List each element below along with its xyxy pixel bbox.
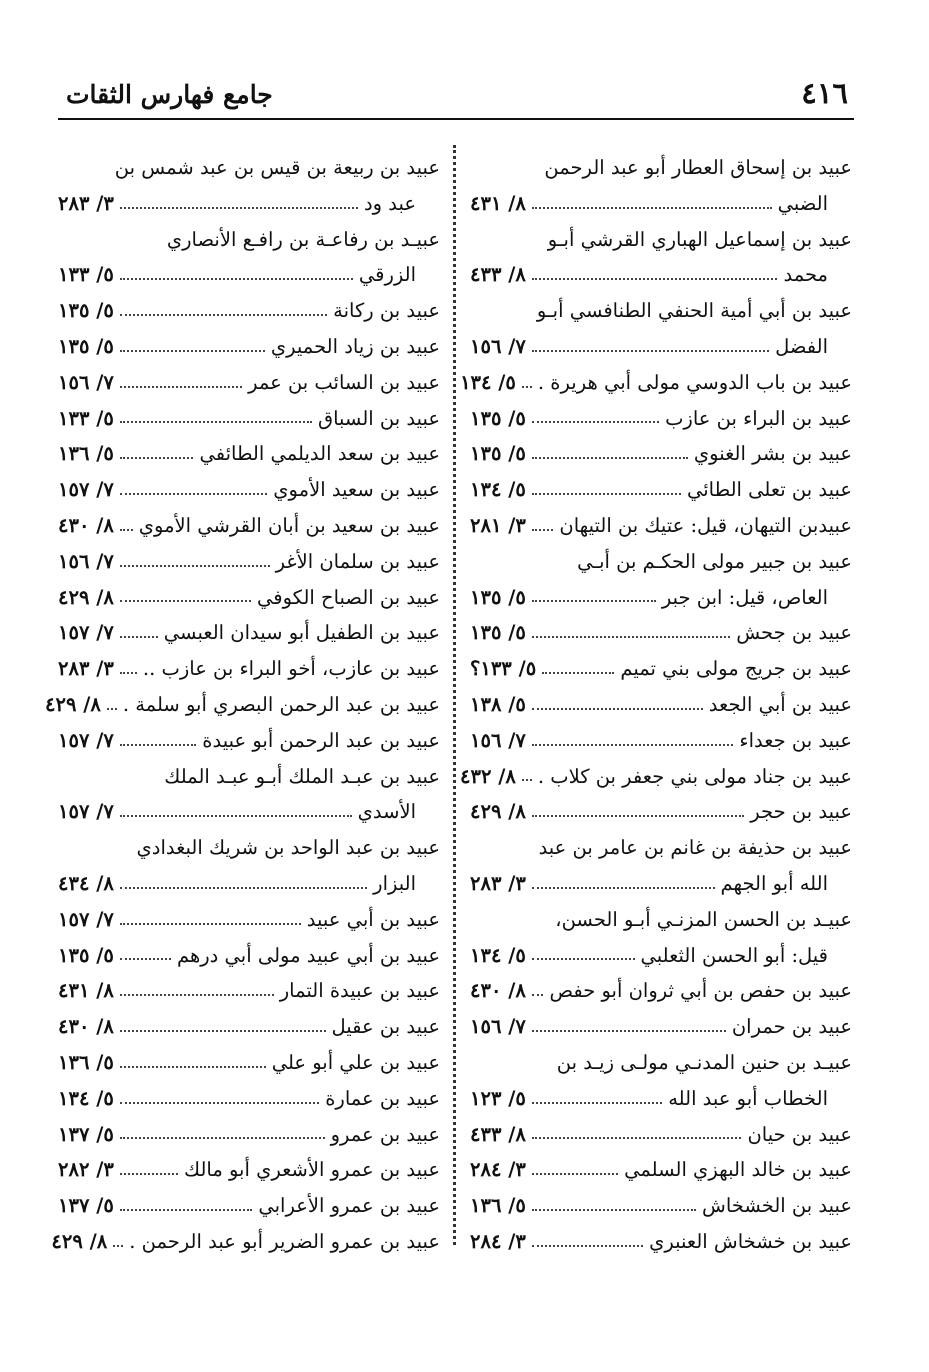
index-entry bbox=[460, 759, 852, 795]
index-entry bbox=[58, 902, 440, 938]
index-entry bbox=[470, 580, 852, 616]
index-entry bbox=[470, 186, 852, 222]
volume-page-ref: ٥/ ١٣٤ bbox=[470, 478, 526, 502]
index-entry bbox=[58, 794, 440, 830]
leader-dots bbox=[532, 1137, 742, 1139]
leader-dots bbox=[532, 958, 635, 960]
index-entry bbox=[45, 687, 440, 723]
volume-page-ref: ٨/ ٤٣٠ bbox=[58, 513, 114, 537]
entry-name: عبيد بن عقيل bbox=[331, 1015, 440, 1039]
entry-name: الخطاب أبو عبد الله bbox=[668, 1086, 828, 1110]
entry-name: عبيد بن عبد الرحمن البصري أبو سلمة . bbox=[122, 692, 440, 716]
page-header bbox=[58, 72, 854, 120]
volume-page-ref: ٥/ ١٣٤ bbox=[58, 1086, 114, 1110]
volume-page-ref: ٨/ ٤٣١ bbox=[58, 979, 114, 1003]
entry-name: عبيد بن أبي عبيد مولى أبي درهم bbox=[176, 943, 440, 967]
entry-name: عبيد بن عمرو الأشعري أبو مالك bbox=[184, 1158, 440, 1182]
index-entry bbox=[58, 401, 440, 437]
index-entry bbox=[470, 508, 852, 544]
entry-name: عبيد بن سعيد الأموي bbox=[273, 478, 440, 502]
entry-name: العاص، قيل: ابن جبر bbox=[661, 585, 828, 609]
index-entry bbox=[51, 1224, 440, 1260]
leader-dots bbox=[532, 600, 656, 602]
volume-page-ref: ٨/ ٤٣٠ bbox=[58, 1015, 114, 1039]
volume-page-ref: ٥/ ١٣٥ bbox=[470, 621, 526, 645]
entry-name: عبيد بن سعيد بن أبان القرشي الأموي bbox=[138, 513, 440, 537]
index-entry bbox=[470, 938, 852, 974]
entry-name: عبيد بن حجر bbox=[750, 800, 852, 824]
index-entry bbox=[58, 293, 440, 329]
volume-page-ref: ٣/ ٢٨٣ bbox=[58, 657, 114, 681]
volume-page-ref: ٧/ ١٥٧ bbox=[58, 478, 114, 502]
volume-page-ref: ٥/ ١٣٨ bbox=[470, 692, 526, 716]
volume-page-ref: ٣/ ٢٨٣ bbox=[58, 191, 114, 215]
entry-name: عبد ود bbox=[363, 191, 416, 215]
entry-name: عبيد بن جعداء bbox=[739, 728, 852, 752]
entry-name: الزرقي bbox=[358, 263, 416, 287]
volume-page-ref: ٥/ ١٣٤ bbox=[460, 370, 516, 394]
volume-page-ref: ٣/ ٢٨٤ bbox=[470, 1229, 526, 1253]
entry-name: عبيد بن حذيفة بن غانم بن عامر بن عبد bbox=[538, 836, 852, 860]
entry-name: عبيد بن الخشخاش bbox=[702, 1194, 852, 1218]
index-entry bbox=[58, 222, 440, 258]
column-divider bbox=[453, 145, 456, 1245]
leader-dots bbox=[532, 1102, 662, 1104]
leader-dots bbox=[532, 207, 772, 209]
index-entry bbox=[58, 1117, 440, 1153]
entry-name: عبيد بن إسماعيل الهباري القرشي أبـو bbox=[547, 227, 852, 251]
leader-dots bbox=[120, 1066, 266, 1068]
entry-name: البزار bbox=[373, 871, 416, 895]
leader-dots bbox=[120, 1137, 325, 1139]
entry-name: الأسدي bbox=[357, 800, 416, 824]
entry-name: عبيـد بن حنين المدنـي مولـى زيـد بن bbox=[556, 1050, 852, 1074]
index-entry bbox=[58, 186, 440, 222]
index-entry bbox=[470, 830, 852, 866]
index-entry bbox=[58, 759, 440, 795]
index-column-right bbox=[460, 150, 852, 1260]
leader-dots bbox=[532, 1245, 643, 1247]
volume-page-ref: ٥/ ١٣٥ bbox=[58, 299, 114, 323]
entry-name: عبيد بن عبيدة التمار bbox=[279, 979, 440, 1003]
index-entry bbox=[58, 472, 440, 508]
entry-name: عبيد بن البراء بن عازب bbox=[665, 406, 852, 430]
index-entry bbox=[58, 365, 440, 401]
leader-dots bbox=[120, 386, 242, 388]
index-entry bbox=[470, 1152, 852, 1188]
entry-name: عبيد بن زياد الحميري bbox=[270, 334, 440, 358]
leader-dots bbox=[532, 708, 703, 710]
volume-page-ref: ٥/ ١٣٣ bbox=[58, 263, 114, 287]
index-entry bbox=[58, 651, 440, 687]
volume-page-ref: ٨/ ٤٢٩ bbox=[45, 692, 101, 716]
entry-name: عبيدبن التيهان، قيل: عتيك بن التيهان bbox=[559, 513, 852, 537]
entry-name: عبيد بن خالد البهزي السلمي bbox=[624, 1158, 852, 1182]
entry-name: عبيد بن حيان bbox=[747, 1122, 852, 1146]
volume-page-ref: ٥/ ١٣٥ bbox=[470, 406, 526, 430]
leader-dots bbox=[532, 994, 544, 996]
index-entry bbox=[470, 651, 852, 687]
leader-dots bbox=[532, 278, 778, 280]
index-entry bbox=[470, 902, 852, 938]
volume-page-ref: ٧/ ١٥٦ bbox=[470, 334, 526, 358]
leader-dots bbox=[120, 958, 171, 960]
volume-page-ref: ٧/ ١٥٧ bbox=[58, 728, 114, 752]
index-entry bbox=[470, 401, 852, 437]
leader-dots bbox=[120, 565, 270, 567]
leader-dots bbox=[532, 350, 769, 352]
entry-name: عبيد بن سلمان الأغر bbox=[275, 549, 440, 573]
volume-page-ref: ٨/ ٤٢٩ bbox=[51, 1229, 108, 1253]
entry-name: الضبي bbox=[777, 191, 828, 215]
volume-page-ref: ٨/ ٤٣٠ bbox=[470, 979, 526, 1003]
leader-dots bbox=[113, 1245, 123, 1247]
leader-dots bbox=[532, 744, 734, 746]
volume-page-ref: ٥/ ١٣٦ bbox=[58, 1050, 114, 1074]
entry-name: عبيد بن عمرو الضرير أبو عبد الرحمن . bbox=[129, 1229, 440, 1253]
leader-dots bbox=[120, 815, 352, 817]
leader-dots bbox=[120, 314, 327, 316]
volume-page-ref: ٣/ ٢٨٢ bbox=[58, 1158, 114, 1182]
index-entry bbox=[470, 1009, 852, 1045]
index-entry bbox=[58, 508, 440, 544]
index-entry bbox=[470, 1117, 852, 1153]
volume-page-ref: ٥/ ١٣٧ bbox=[58, 1122, 114, 1146]
index-entry bbox=[58, 544, 440, 580]
volume-page-ref: ٨/ ٤٢٩ bbox=[58, 585, 114, 609]
entry-name: عبيد بن سعد الديلمي الطائفي bbox=[199, 442, 440, 466]
leader-dots bbox=[120, 421, 312, 423]
entry-name: عبيد بن عبد الرحمن أبو عبيدة bbox=[202, 728, 440, 752]
volume-page-ref: ٨/ ٤٣٢ bbox=[460, 764, 516, 788]
volume-page-ref: ٨/ ٤٣١ bbox=[470, 191, 526, 215]
entry-name: عبيد بن الطفيل أبو سيدان العبسي bbox=[163, 621, 440, 645]
leader-dots bbox=[120, 744, 196, 746]
volume-page-ref: ٧/ ١٥٧ bbox=[58, 621, 114, 645]
index-entry bbox=[470, 472, 852, 508]
leader-dots bbox=[532, 1209, 696, 1211]
entry-name: قيل: أبو الحسن الثعلبي bbox=[640, 943, 828, 967]
entry-name: عبيد بن عمرو bbox=[330, 1122, 440, 1146]
leader-dots bbox=[522, 779, 532, 781]
index-entry bbox=[58, 1152, 440, 1188]
index-entry bbox=[58, 436, 440, 472]
volume-page-ref: ٥/ ١٣٦ bbox=[470, 1194, 526, 1218]
leader-dots bbox=[120, 636, 158, 638]
index-entry bbox=[58, 150, 440, 186]
index-entry bbox=[58, 973, 440, 1009]
leader-dots bbox=[532, 815, 744, 817]
volume-page-ref: ٧/ ١٥٧ bbox=[58, 800, 114, 824]
index-entry bbox=[470, 150, 852, 186]
index-entry bbox=[470, 293, 852, 329]
leader-dots bbox=[120, 207, 358, 209]
leader-dots bbox=[542, 672, 614, 674]
entry-name: عبيد بن إسحاق العطار أبو عبد الرحمن bbox=[544, 156, 852, 179]
index-entry bbox=[470, 1081, 852, 1117]
volume-page-ref: ٥/ ١٣٥ bbox=[58, 943, 114, 967]
index-entry bbox=[58, 1081, 440, 1117]
leader-dots bbox=[532, 421, 659, 423]
leader-dots bbox=[120, 1209, 253, 1211]
entry-name: عبيد بن جناد مولى بني جعفر بن كلاب . bbox=[537, 764, 852, 788]
entry-name: عبيد بن عبـد الملك أبـو عبـد الملك bbox=[164, 764, 440, 788]
volume-page-ref: ٨/ ٤٣٤ bbox=[58, 871, 114, 895]
leader-dots bbox=[120, 1030, 326, 1032]
leader-dots bbox=[522, 386, 532, 388]
entry-name: عبيد بن علي أبو علي bbox=[271, 1050, 440, 1074]
entry-name: عبيد بن باب الدوسي مولى أبي هريرة . bbox=[537, 370, 852, 394]
volume-page-ref: ٣/ ٢٨٣ bbox=[470, 871, 526, 895]
entry-name: عبيد بن عمرو الأعرابي bbox=[258, 1194, 440, 1218]
leader-dots bbox=[532, 1173, 618, 1175]
volume-page-ref: ٥/ ١٣٥ bbox=[470, 585, 526, 609]
index-entry bbox=[58, 329, 440, 365]
page-number: ٤١٦ bbox=[801, 76, 848, 110]
index-entry bbox=[470, 723, 852, 759]
index-entry bbox=[470, 1224, 852, 1260]
leader-dots bbox=[120, 529, 133, 531]
entry-name: عبيد بن تعلى الطائي bbox=[686, 478, 852, 502]
entry-name: عبيد بن عازب، أخو البراء بن عازب .. bbox=[142, 657, 440, 681]
volume-page-ref: ٥/ ١٣٥ bbox=[470, 442, 526, 466]
index-entry bbox=[58, 615, 440, 651]
leader-dots bbox=[107, 708, 117, 710]
leader-dots bbox=[120, 887, 367, 889]
index-entry bbox=[58, 1009, 440, 1045]
leader-dots bbox=[532, 1030, 726, 1032]
leader-dots bbox=[532, 636, 730, 638]
entry-name: عبيد بن ربيعة بن قيس بن عبد شمس بن bbox=[114, 156, 440, 179]
index-entry bbox=[470, 866, 852, 902]
index-entry bbox=[58, 1188, 440, 1224]
index-entry bbox=[58, 830, 440, 866]
leader-dots bbox=[532, 493, 681, 495]
volume-page-ref: ٨/ ٤٣٣ bbox=[470, 1122, 526, 1146]
entry-name: عبيد بن بشر الغنوي bbox=[693, 442, 852, 466]
leader-dots bbox=[120, 278, 353, 280]
index-entry bbox=[470, 615, 852, 651]
volume-page-ref: ٣/ ٢٨٤ bbox=[470, 1158, 526, 1182]
entry-name: عبيد بن السائب بن عمر bbox=[248, 370, 440, 394]
index-entry bbox=[470, 329, 852, 365]
index-entry bbox=[470, 1188, 852, 1224]
index-entry bbox=[470, 1045, 852, 1081]
index-entry bbox=[58, 723, 440, 759]
leader-dots bbox=[120, 1102, 319, 1104]
entry-name: عبيد بن جبير مولى الحكـم بن أبـي bbox=[577, 549, 852, 573]
entry-name: عبيد بن أبي أمية الحنفي الطنافسي أبـو bbox=[536, 299, 852, 323]
volume-page-ref: ٨/ ٤٢٩ bbox=[470, 800, 526, 824]
volume-page-ref: ٨/ ٤٣٣ bbox=[470, 263, 526, 287]
entry-name: عبيد بن عمارة bbox=[325, 1086, 440, 1110]
index-entry bbox=[470, 973, 852, 1009]
volume-page-ref: ٧/ ١٥٦ bbox=[58, 549, 114, 573]
entry-name: عبيد بن حمران bbox=[731, 1015, 852, 1039]
leader-dots bbox=[120, 994, 274, 996]
entry-name: عبيد بن عبد الواحد بن شريك البغدادي bbox=[136, 836, 440, 860]
index-entry bbox=[58, 257, 440, 293]
volume-page-ref: ٥/ ١٣٥ bbox=[58, 334, 114, 358]
leader-dots bbox=[120, 1173, 178, 1175]
entry-name: عبيد بن السباق bbox=[317, 406, 440, 430]
entry-name: عبيد بن خشخاش العنبري bbox=[649, 1229, 852, 1253]
volume-page-ref: ٥/ ١٣٣؟ bbox=[470, 657, 537, 681]
index-entry bbox=[58, 1045, 440, 1081]
volume-page-ref: ٣/ ٢٨١ bbox=[470, 513, 526, 537]
volume-page-ref: ٥/ ١٣٤ bbox=[470, 943, 526, 967]
entry-name: محمد bbox=[783, 263, 828, 287]
index-entry bbox=[470, 436, 852, 472]
entry-name: عبيـد بن رفاعـة بن رافـع الأنصاري bbox=[166, 227, 440, 251]
index-entry bbox=[470, 257, 852, 293]
index-entry bbox=[470, 222, 852, 258]
leader-dots bbox=[120, 457, 194, 459]
leader-dots bbox=[120, 493, 267, 495]
volume-page-ref: ٥/ ١٣٧ bbox=[58, 1194, 114, 1218]
entry-name: الفضل bbox=[775, 334, 828, 358]
volume-page-ref: ٧/ ١٥٦ bbox=[470, 728, 526, 752]
volume-page-ref: ٧/ ١٥٧ bbox=[58, 907, 114, 931]
leader-dots bbox=[120, 923, 301, 925]
index-entry bbox=[58, 938, 440, 974]
entry-name: عبيد بن أبي الجعد bbox=[708, 692, 852, 716]
index-column-left bbox=[45, 150, 440, 1260]
entry-name: عبيد بن أبي عبيد bbox=[306, 907, 440, 931]
index-entry bbox=[58, 580, 440, 616]
entry-name: عبيد بن حفص بن أبي ثروان أبو حفص bbox=[549, 979, 852, 1003]
entry-name: عبيد بن ركانة bbox=[333, 299, 440, 323]
leader-dots bbox=[532, 529, 554, 531]
leader-dots bbox=[120, 672, 137, 674]
entry-name: عبيد بن الصباح الكوفي bbox=[257, 585, 440, 609]
entry-name: عبيد بن جريج مولى بني تميم bbox=[620, 657, 852, 681]
leader-dots bbox=[532, 887, 715, 889]
entry-name: عبيـد بن الحسن المزنـي أبـو الحسن، bbox=[555, 907, 852, 931]
volume-page-ref: ٥/ ١٣٦ bbox=[58, 442, 114, 466]
entry-name: الله أبو الجهم bbox=[720, 871, 828, 895]
index-entry bbox=[470, 794, 852, 830]
volume-page-ref: ٧/ ١٥٦ bbox=[58, 370, 114, 394]
index-entry bbox=[470, 687, 852, 723]
leader-dots bbox=[120, 600, 251, 602]
volume-page-ref: ٥/ ١٣٣ bbox=[58, 406, 114, 430]
index-entry bbox=[470, 544, 852, 580]
entry-name: عبيد بن جحش bbox=[736, 621, 852, 645]
volume-page-ref: ٧/ ١٥٦ bbox=[470, 1015, 526, 1039]
index-entry bbox=[58, 866, 440, 902]
leader-dots bbox=[120, 350, 265, 352]
running-title: جامع فهارس الثقات bbox=[66, 80, 273, 109]
volume-page-ref: ٥/ ١٢٣ bbox=[470, 1086, 526, 1110]
leader-dots bbox=[532, 457, 688, 459]
index-entry bbox=[460, 365, 852, 401]
